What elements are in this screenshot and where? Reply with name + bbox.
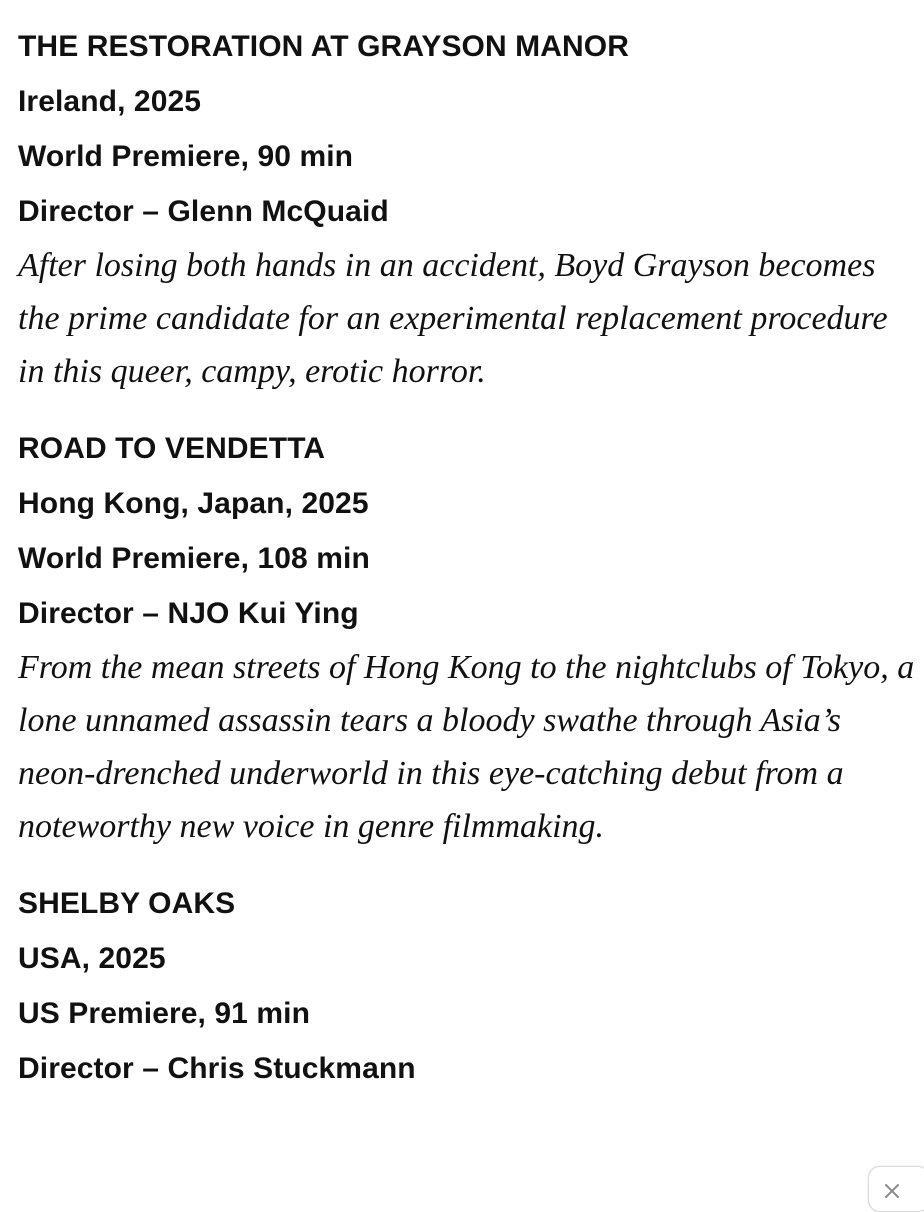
close-icon (884, 1183, 900, 1199)
film-title: THE RESTORATION AT GRAYSON MANOR (18, 30, 630, 63)
film-country-year: Hong Kong, Japan, 2025 (18, 487, 369, 520)
film-entry (18, 876, 918, 1096)
film-entry (18, 421, 918, 853)
film-premiere-runtime: World Premiere, 108 min (18, 542, 370, 575)
film-country-year: USA, 2025 (18, 942, 166, 975)
film-director: Director – NJO Kui Ying (18, 597, 359, 630)
film-country-year: Ireland, 2025 (18, 85, 202, 118)
film-director: Director – Chris Stuckmann (18, 1052, 416, 1085)
film-description: After losing both hands in an accident, Boyd Grayson becomes the prime candidate for an experimental replacement procedure in this queer, campy, erotic horror. (18, 247, 888, 390)
film-title: SHELBY OAKS (18, 887, 236, 920)
film-premiere-runtime: World Premiere, 90 min (18, 140, 354, 173)
close-button[interactable] (868, 1166, 924, 1212)
film-description: From the mean streets of Hong Kong to the nightclubs of Tokyo, a lone unnamed assassin tears a bloody swathe through Asia’s neon-drenched underworld in this eye-catching debut from a noteworthy new voice in genre filmmaking. (18, 649, 915, 845)
film-entry (18, 0, 918, 398)
film-title: ROAD TO VENDETTA (18, 432, 326, 465)
film-listing (18, 0, 918, 1096)
film-premiere-runtime: US Premiere, 91 min (18, 997, 311, 1030)
film-director: Director – Glenn McQuaid (18, 195, 389, 228)
